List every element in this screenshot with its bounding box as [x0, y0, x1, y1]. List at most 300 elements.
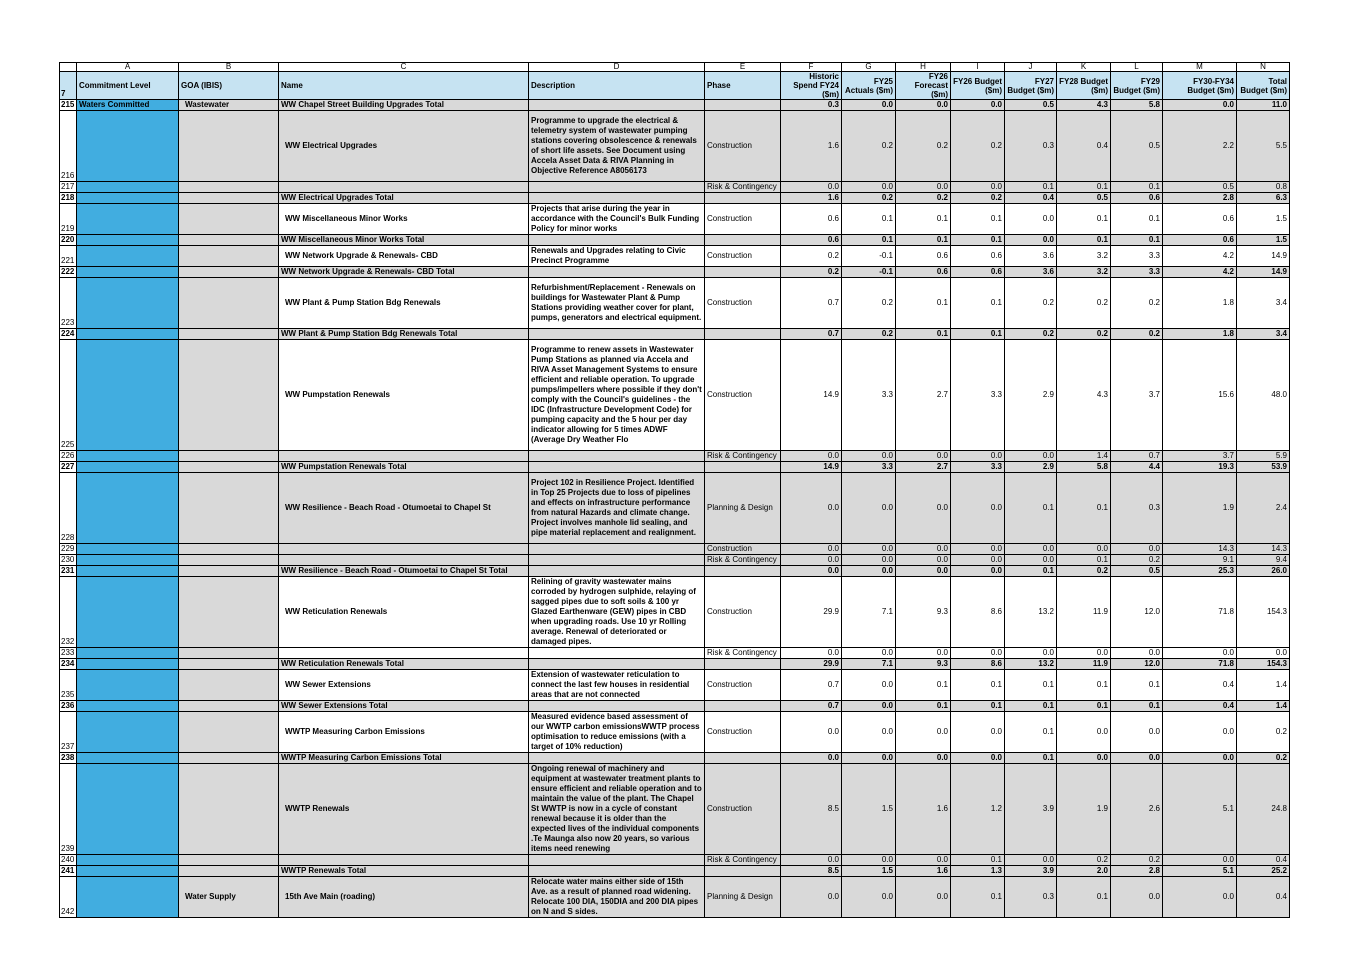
fy27-cell[interactable]: 0.3 — [1005, 111, 1057, 182]
historic-cell[interactable]: 0.6 — [781, 235, 842, 246]
fy26-budget-cell[interactable]: 0.1 — [951, 670, 1005, 701]
header-description[interactable]: Description — [529, 72, 705, 100]
fy30-34-cell[interactable]: 15.6 — [1163, 340, 1237, 451]
commitment-level-cell[interactable] — [77, 182, 179, 193]
fy28-cell[interactable]: 0.0 — [1057, 753, 1111, 764]
fy27-cell[interactable]: 0.4 — [1005, 193, 1057, 204]
name-cell[interactable]: WW Resilience - Beach Road - Otumoetai to Chapel St Total — [279, 566, 529, 577]
phase-cell[interactable]: Risk & Contingency — [705, 451, 781, 462]
total-cell[interactable]: 24.8 — [1237, 764, 1290, 855]
column-header[interactable]: L — [1111, 63, 1163, 72]
row-number[interactable]: 227 — [60, 462, 77, 473]
fy25-cell[interactable]: 0.2 — [842, 278, 896, 329]
fy26-forecast-cell[interactable]: 0.0 — [896, 473, 951, 544]
name-cell[interactable]: WW Electrical Upgrades — [279, 111, 529, 182]
corner-cell[interactable] — [60, 63, 77, 72]
phase-cell[interactable] — [705, 659, 781, 670]
fy28-cell[interactable]: 0.2 — [1057, 278, 1111, 329]
fy29-cell[interactable]: 12.0 — [1111, 577, 1163, 648]
fy27-cell[interactable]: 0.1 — [1005, 473, 1057, 544]
fy28-cell[interactable]: 0.0 — [1057, 712, 1111, 753]
fy30-34-cell[interactable]: 0.0 — [1163, 100, 1237, 111]
phase-cell[interactable]: Construction — [705, 712, 781, 753]
fy30-34-cell[interactable]: 5.1 — [1163, 764, 1237, 855]
fy28-cell[interactable]: 0.1 — [1057, 473, 1111, 544]
fy27-cell[interactable]: 2.9 — [1005, 462, 1057, 473]
fy27-cell[interactable]: 0.1 — [1005, 701, 1057, 712]
column-header[interactable]: D — [529, 63, 705, 72]
historic-cell[interactable]: 0.0 — [781, 712, 842, 753]
fy30-34-cell[interactable]: 0.6 — [1163, 204, 1237, 235]
row-number[interactable]: 224 — [60, 329, 77, 340]
description-cell[interactable] — [529, 451, 705, 462]
name-cell[interactable]: WWTP Renewals Total — [279, 866, 529, 877]
description-cell[interactable]: Measured evidence based assessment of our WWTP carbon emissionsWWTP process optimisation to reduce emissions (with a target of 10% reduction) — [529, 712, 705, 753]
phase-cell[interactable] — [705, 267, 781, 278]
fy29-cell[interactable]: 0.2 — [1111, 555, 1163, 566]
goa-cell[interactable] — [179, 577, 279, 648]
fy27-cell[interactable]: 0.1 — [1005, 712, 1057, 753]
commitment-level-cell[interactable] — [77, 246, 179, 267]
fy26-budget-cell[interactable]: 0.1 — [951, 877, 1005, 918]
commitment-level-cell[interactable] — [77, 278, 179, 329]
goa-cell[interactable] — [179, 451, 279, 462]
historic-cell[interactable]: 0.7 — [781, 670, 842, 701]
fy27-cell[interactable]: 0.3 — [1005, 877, 1057, 918]
fy30-34-cell[interactable]: 4.2 — [1163, 267, 1237, 278]
total-cell[interactable]: 26.0 — [1237, 566, 1290, 577]
phase-cell[interactable]: Construction — [705, 577, 781, 648]
fy29-cell[interactable]: 0.0 — [1111, 544, 1163, 555]
fy26-forecast-cell[interactable]: 0.6 — [896, 246, 951, 267]
fy27-cell[interactable]: 3.9 — [1005, 866, 1057, 877]
phase-cell[interactable] — [705, 566, 781, 577]
phase-cell[interactable]: Construction — [705, 278, 781, 329]
historic-cell[interactable]: 8.5 — [781, 764, 842, 855]
fy30-34-cell[interactable]: 0.0 — [1163, 753, 1237, 764]
total-cell[interactable]: 5.9 — [1237, 451, 1290, 462]
name-cell[interactable]: WW Miscellaneous Minor Works Total — [279, 235, 529, 246]
name-cell[interactable]: WWTP Measuring Carbon Emissions — [279, 712, 529, 753]
phase-cell[interactable]: Construction — [705, 544, 781, 555]
description-cell[interactable] — [529, 462, 705, 473]
fy26-budget-cell[interactable]: 0.2 — [951, 111, 1005, 182]
historic-cell[interactable]: 0.0 — [781, 544, 842, 555]
fy29-cell[interactable]: 2.6 — [1111, 764, 1163, 855]
fy29-cell[interactable]: 0.1 — [1111, 701, 1163, 712]
row-number[interactable]: 237 — [60, 712, 77, 753]
fy26-budget-cell[interactable]: 0.1 — [951, 701, 1005, 712]
fy25-cell[interactable]: 0.1 — [842, 235, 896, 246]
phase-cell[interactable]: Construction — [705, 670, 781, 701]
fy28-cell[interactable]: 0.1 — [1057, 701, 1111, 712]
fy28-cell[interactable]: 0.2 — [1057, 855, 1111, 866]
row-number[interactable]: 218 — [60, 193, 77, 204]
goa-cell[interactable] — [179, 566, 279, 577]
fy27-cell[interactable]: 3.6 — [1005, 246, 1057, 267]
fy25-cell[interactable]: -0.1 — [842, 267, 896, 278]
fy30-34-cell[interactable]: 3.7 — [1163, 451, 1237, 462]
fy28-cell[interactable]: 0.4 — [1057, 111, 1111, 182]
fy29-cell[interactable]: 2.8 — [1111, 866, 1163, 877]
fy26-forecast-cell[interactable]: 0.0 — [896, 877, 951, 918]
fy26-forecast-cell[interactable]: 1.6 — [896, 764, 951, 855]
historic-cell[interactable]: 0.0 — [781, 566, 842, 577]
goa-cell[interactable] — [179, 204, 279, 235]
goa-cell[interactable] — [179, 701, 279, 712]
fy25-cell[interactable]: 0.0 — [842, 473, 896, 544]
commitment-level-cell[interactable] — [77, 451, 179, 462]
header-goa[interactable]: GOA (IBIS) — [179, 72, 279, 100]
description-cell[interactable] — [529, 267, 705, 278]
phase-cell[interactable]: Risk & Contingency — [705, 555, 781, 566]
goa-cell[interactable] — [179, 340, 279, 451]
fy26-forecast-cell[interactable]: 0.1 — [896, 329, 951, 340]
fy26-budget-cell[interactable]: 0.0 — [951, 712, 1005, 753]
commitment-level-cell[interactable] — [77, 204, 179, 235]
fy26-forecast-cell[interactable]: 0.0 — [896, 100, 951, 111]
total-cell[interactable]: 14.3 — [1237, 544, 1290, 555]
row-number[interactable]: 240 — [60, 855, 77, 866]
column-header[interactable]: F — [781, 63, 842, 72]
historic-cell[interactable]: 0.2 — [781, 267, 842, 278]
commitment-level-cell[interactable] — [77, 577, 179, 648]
historic-cell[interactable]: 0.0 — [781, 855, 842, 866]
goa-cell[interactable] — [179, 555, 279, 566]
total-cell[interactable]: 25.2 — [1237, 866, 1290, 877]
commitment-level-cell[interactable] — [77, 877, 179, 918]
description-cell[interactable] — [529, 100, 705, 111]
goa-cell[interactable] — [179, 866, 279, 877]
fy28-cell[interactable]: 0.2 — [1057, 566, 1111, 577]
fy28-cell[interactable]: 0.1 — [1057, 555, 1111, 566]
commitment-level-cell[interactable] — [77, 473, 179, 544]
column-header[interactable]: G — [842, 63, 896, 72]
fy26-budget-cell[interactable]: 0.0 — [951, 100, 1005, 111]
goa-cell[interactable] — [179, 246, 279, 267]
fy26-budget-cell[interactable]: 0.0 — [951, 555, 1005, 566]
row-number[interactable]: 221 — [60, 246, 77, 267]
fy27-cell[interactable]: 0.1 — [1005, 566, 1057, 577]
goa-cell[interactable] — [179, 462, 279, 473]
fy29-cell[interactable]: 3.7 — [1111, 340, 1163, 451]
fy27-cell[interactable]: 0.1 — [1005, 182, 1057, 193]
historic-cell[interactable]: 29.9 — [781, 659, 842, 670]
description-cell[interactable] — [529, 235, 705, 246]
fy28-cell[interactable]: 3.2 — [1057, 267, 1111, 278]
commitment-level-cell[interactable] — [77, 193, 179, 204]
description-cell[interactable] — [529, 193, 705, 204]
fy30-34-cell[interactable]: 1.9 — [1163, 473, 1237, 544]
phase-cell[interactable]: Risk & Contingency — [705, 855, 781, 866]
fy30-34-cell[interactable]: 1.8 — [1163, 278, 1237, 329]
fy28-cell[interactable]: 1.4 — [1057, 451, 1111, 462]
fy26-forecast-cell[interactable]: 0.0 — [896, 555, 951, 566]
historic-cell[interactable]: 0.0 — [781, 555, 842, 566]
row-number[interactable]: 233 — [60, 648, 77, 659]
fy25-cell[interactable]: 0.0 — [842, 566, 896, 577]
fy25-cell[interactable]: 1.5 — [842, 764, 896, 855]
fy25-cell[interactable]: 3.3 — [842, 340, 896, 451]
commitment-level-cell[interactable] — [77, 648, 179, 659]
fy26-forecast-cell[interactable]: 0.6 — [896, 267, 951, 278]
fy26-forecast-cell[interactable]: 0.1 — [896, 204, 951, 235]
total-cell[interactable]: 14.9 — [1237, 267, 1290, 278]
column-header[interactable]: I — [951, 63, 1005, 72]
description-cell[interactable]: Refurbishment/Replacement - Renewals on buildings for Wastewater Plant & Pump Stations providing weather cover for plant, pumps, generators and electrical equipment. — [529, 278, 705, 329]
total-cell[interactable]: 1.4 — [1237, 701, 1290, 712]
phase-cell[interactable]: Planning & Design — [705, 877, 781, 918]
phase-cell[interactable] — [705, 866, 781, 877]
total-cell[interactable]: 14.9 — [1237, 246, 1290, 267]
description-cell[interactable] — [529, 701, 705, 712]
name-cell[interactable] — [279, 451, 529, 462]
total-cell[interactable]: 0.8 — [1237, 182, 1290, 193]
fy26-budget-cell[interactable]: 0.6 — [951, 267, 1005, 278]
fy29-cell[interactable]: 5.8 — [1111, 100, 1163, 111]
fy28-cell[interactable]: 4.3 — [1057, 340, 1111, 451]
fy27-cell[interactable]: 0.0 — [1005, 544, 1057, 555]
row-number[interactable]: 7 — [60, 72, 77, 100]
fy26-budget-cell[interactable]: 0.0 — [951, 753, 1005, 764]
fy30-34-cell[interactable]: 25.3 — [1163, 566, 1237, 577]
column-header[interactable]: M — [1163, 63, 1237, 72]
commitment-level-cell[interactable] — [77, 701, 179, 712]
row-number[interactable]: 231 — [60, 566, 77, 577]
phase-cell[interactable]: Construction — [705, 204, 781, 235]
phase-cell[interactable] — [705, 329, 781, 340]
historic-cell[interactable]: 0.0 — [781, 648, 842, 659]
row-number[interactable]: 225 — [60, 340, 77, 451]
fy30-34-cell[interactable]: 0.5 — [1163, 182, 1237, 193]
fy30-34-cell[interactable]: 2.8 — [1163, 193, 1237, 204]
fy26-budget-cell[interactable]: 0.6 — [951, 246, 1005, 267]
name-cell[interactable] — [279, 544, 529, 555]
fy25-cell[interactable]: 0.2 — [842, 329, 896, 340]
header-fy27[interactable]: FY27 Budget ($m) — [1005, 72, 1057, 100]
phase-cell[interactable]: Construction — [705, 340, 781, 451]
row-number[interactable]: 223 — [60, 278, 77, 329]
description-cell[interactable] — [529, 753, 705, 764]
fy30-34-cell[interactable]: 0.4 — [1163, 701, 1237, 712]
fy26-budget-cell[interactable]: 0.0 — [951, 566, 1005, 577]
fy26-forecast-cell[interactable]: 0.1 — [896, 701, 951, 712]
goa-cell[interactable] — [179, 855, 279, 866]
fy26-forecast-cell[interactable]: 0.2 — [896, 193, 951, 204]
name-cell[interactable]: WWTP Renewals — [279, 764, 529, 855]
fy29-cell[interactable]: 0.1 — [1111, 182, 1163, 193]
fy26-budget-cell[interactable]: 0.0 — [951, 182, 1005, 193]
fy30-34-cell[interactable]: 0.6 — [1163, 235, 1237, 246]
historic-cell[interactable]: 8.5 — [781, 866, 842, 877]
historic-cell[interactable]: 0.0 — [781, 182, 842, 193]
fy29-cell[interactable]: 0.7 — [1111, 451, 1163, 462]
historic-cell[interactable]: 14.9 — [781, 462, 842, 473]
goa-cell[interactable] — [179, 193, 279, 204]
fy29-cell[interactable]: 0.3 — [1111, 473, 1163, 544]
fy26-budget-cell[interactable]: 0.1 — [951, 204, 1005, 235]
column-header[interactable]: N — [1237, 63, 1290, 72]
total-cell[interactable]: 0.2 — [1237, 712, 1290, 753]
commitment-level-cell[interactable] — [77, 764, 179, 855]
fy29-cell[interactable]: 0.5 — [1111, 111, 1163, 182]
fy30-34-cell[interactable]: 14.3 — [1163, 544, 1237, 555]
header-fy25[interactable]: FY25 Actuals ($m) — [842, 72, 896, 100]
fy30-34-cell[interactable]: 1.8 — [1163, 329, 1237, 340]
fy25-cell[interactable]: 1.5 — [842, 866, 896, 877]
total-cell[interactable]: 1.4 — [1237, 670, 1290, 701]
commitment-level-cell[interactable]: Waters Committed — [77, 100, 179, 111]
commitment-level-cell[interactable] — [77, 235, 179, 246]
fy26-budget-cell[interactable]: 0.1 — [951, 855, 1005, 866]
phase-cell[interactable] — [705, 235, 781, 246]
column-header[interactable]: A — [77, 63, 179, 72]
goa-cell[interactable] — [179, 753, 279, 764]
row-number[interactable]: 219 — [60, 204, 77, 235]
row-number[interactable]: 222 — [60, 267, 77, 278]
fy26-budget-cell[interactable]: 0.0 — [951, 473, 1005, 544]
column-header[interactable]: H — [896, 63, 951, 72]
goa-cell[interactable] — [179, 235, 279, 246]
name-cell[interactable] — [279, 182, 529, 193]
header-commitment-level[interactable]: Commitment Level — [77, 72, 179, 100]
fy26-forecast-cell[interactable]: 0.0 — [896, 712, 951, 753]
fy26-forecast-cell[interactable]: 0.0 — [896, 566, 951, 577]
fy26-forecast-cell[interactable]: 9.3 — [896, 659, 951, 670]
fy26-budget-cell[interactable]: 0.1 — [951, 235, 1005, 246]
fy30-34-cell[interactable]: 71.8 — [1163, 659, 1237, 670]
historic-cell[interactable]: 0.0 — [781, 473, 842, 544]
name-cell[interactable]: WW Sewer Extensions Total — [279, 701, 529, 712]
fy29-cell[interactable]: 0.1 — [1111, 235, 1163, 246]
row-number[interactable]: 239 — [60, 764, 77, 855]
row-number[interactable]: 235 — [60, 670, 77, 701]
name-cell[interactable]: WW Pumpstation Renewals — [279, 340, 529, 451]
name-cell[interactable]: WW Resilience - Beach Road - Otumoetai to Chapel St — [279, 473, 529, 544]
row-number[interactable]: 216 — [60, 111, 77, 182]
historic-cell[interactable]: 0.7 — [781, 701, 842, 712]
historic-cell[interactable]: 0.0 — [781, 753, 842, 764]
column-header[interactable]: E — [705, 63, 781, 72]
fy29-cell[interactable]: 0.2 — [1111, 278, 1163, 329]
fy30-34-cell[interactable]: 0.4 — [1163, 670, 1237, 701]
fy26-forecast-cell[interactable]: 0.1 — [896, 235, 951, 246]
goa-cell[interactable] — [179, 659, 279, 670]
fy29-cell[interactable]: 3.3 — [1111, 267, 1163, 278]
header-fy28[interactable]: FY28 Budget ($m) — [1057, 72, 1111, 100]
fy26-budget-cell[interactable]: 0.1 — [951, 278, 1005, 329]
fy29-cell[interactable]: 0.1 — [1111, 670, 1163, 701]
commitment-level-cell[interactable] — [77, 462, 179, 473]
phase-cell[interactable] — [705, 753, 781, 764]
fy30-34-cell[interactable]: 71.8 — [1163, 577, 1237, 648]
fy26-forecast-cell[interactable]: 0.1 — [896, 670, 951, 701]
fy27-cell[interactable]: 13.2 — [1005, 659, 1057, 670]
fy29-cell[interactable]: 0.0 — [1111, 648, 1163, 659]
fy30-34-cell[interactable]: 9.1 — [1163, 555, 1237, 566]
fy27-cell[interactable]: 3.9 — [1005, 764, 1057, 855]
phase-cell[interactable]: Construction — [705, 111, 781, 182]
description-cell[interactable] — [529, 866, 705, 877]
fy28-cell[interactable]: 1.9 — [1057, 764, 1111, 855]
fy25-cell[interactable]: 7.1 — [842, 577, 896, 648]
fy30-34-cell[interactable]: 0.0 — [1163, 877, 1237, 918]
commitment-level-cell[interactable] — [77, 555, 179, 566]
fy28-cell[interactable]: 0.0 — [1057, 648, 1111, 659]
fy27-cell[interactable]: 0.2 — [1005, 278, 1057, 329]
row-number[interactable]: 232 — [60, 577, 77, 648]
fy30-34-cell[interactable]: 0.0 — [1163, 712, 1237, 753]
commitment-level-cell[interactable] — [77, 544, 179, 555]
row-number[interactable]: 228 — [60, 473, 77, 544]
historic-cell[interactable]: 14.9 — [781, 340, 842, 451]
phase-cell[interactable] — [705, 462, 781, 473]
fy27-cell[interactable]: 0.0 — [1005, 204, 1057, 235]
fy25-cell[interactable]: 0.0 — [842, 648, 896, 659]
name-cell[interactable]: 15th Ave Main (roading) — [279, 877, 529, 918]
header-fy26-forecast[interactable]: FY26 Forecast ($m) — [896, 72, 951, 100]
fy25-cell[interactable]: 0.0 — [842, 451, 896, 462]
goa-cell[interactable] — [179, 267, 279, 278]
fy29-cell[interactable]: 0.0 — [1111, 712, 1163, 753]
row-number[interactable]: 236 — [60, 701, 77, 712]
name-cell[interactable]: WWTP Measuring Carbon Emissions Total — [279, 753, 529, 764]
goa-cell[interactable]: Wastewater — [179, 100, 279, 111]
description-cell[interactable] — [529, 182, 705, 193]
total-cell[interactable]: 1.5 — [1237, 235, 1290, 246]
description-cell[interactable] — [529, 648, 705, 659]
historic-cell[interactable]: 1.6 — [781, 111, 842, 182]
fy26-forecast-cell[interactable]: 2.7 — [896, 462, 951, 473]
header-phase[interactable]: Phase — [705, 72, 781, 100]
description-cell[interactable]: Programme to renew assets in Wastewater Pump Stations as planned via Accela and RIVA Asset Management Systems to ensure efficient and reliable operation. To upgrade pumps/impellers where possible if they don't comply with the Council's guidelines - the IDC (Infrastructure Development Code) for pumping capacity and the 5 hour per day indicator allowing for 5 times ADWF (Average Dry Weather Flo — [529, 340, 705, 451]
fy26-forecast-cell[interactable]: 0.0 — [896, 451, 951, 462]
fy27-cell[interactable]: 3.6 — [1005, 267, 1057, 278]
goa-cell[interactable] — [179, 182, 279, 193]
goa-cell[interactable] — [179, 764, 279, 855]
total-cell[interactable]: 1.5 — [1237, 204, 1290, 235]
name-cell[interactable]: WW Chapel Street Building Upgrades Total — [279, 100, 529, 111]
historic-cell[interactable]: 0.0 — [781, 451, 842, 462]
historic-cell[interactable]: 29.9 — [781, 577, 842, 648]
commitment-level-cell[interactable] — [77, 566, 179, 577]
name-cell[interactable] — [279, 855, 529, 866]
fy27-cell[interactable]: 0.2 — [1005, 329, 1057, 340]
phase-cell[interactable]: Planning & Design — [705, 473, 781, 544]
phase-cell[interactable]: Construction — [705, 764, 781, 855]
name-cell[interactable]: WW Electrical Upgrades Total — [279, 193, 529, 204]
fy29-cell[interactable]: 3.3 — [1111, 246, 1163, 267]
description-cell[interactable]: Programme to upgrade the electrical & telemetry system of wastewater pumping stations covering obsolescence & renewals of short life assets. See Document using Accela Asset Data & RIVA Planning in Objective Reference A8056173 — [529, 111, 705, 182]
fy27-cell[interactable]: 0.0 — [1005, 555, 1057, 566]
fy25-cell[interactable]: 3.3 — [842, 462, 896, 473]
goa-cell[interactable] — [179, 712, 279, 753]
fy25-cell[interactable]: 0.1 — [842, 204, 896, 235]
description-cell[interactable] — [529, 544, 705, 555]
total-cell[interactable]: 0.0 — [1237, 648, 1290, 659]
commitment-level-cell[interactable] — [77, 670, 179, 701]
fy28-cell[interactable]: 0.1 — [1057, 182, 1111, 193]
goa-cell[interactable]: Water Supply — [179, 877, 279, 918]
commitment-level-cell[interactable] — [77, 659, 179, 670]
fy29-cell[interactable]: 0.0 — [1111, 877, 1163, 918]
fy29-cell[interactable]: 0.1 — [1111, 204, 1163, 235]
fy30-34-cell[interactable]: 0.0 — [1163, 855, 1237, 866]
fy27-cell[interactable]: 0.0 — [1005, 451, 1057, 462]
fy25-cell[interactable]: 0.2 — [842, 193, 896, 204]
fy28-cell[interactable]: 11.9 — [1057, 577, 1111, 648]
header-total[interactable]: Total Budget ($m) — [1237, 72, 1290, 100]
